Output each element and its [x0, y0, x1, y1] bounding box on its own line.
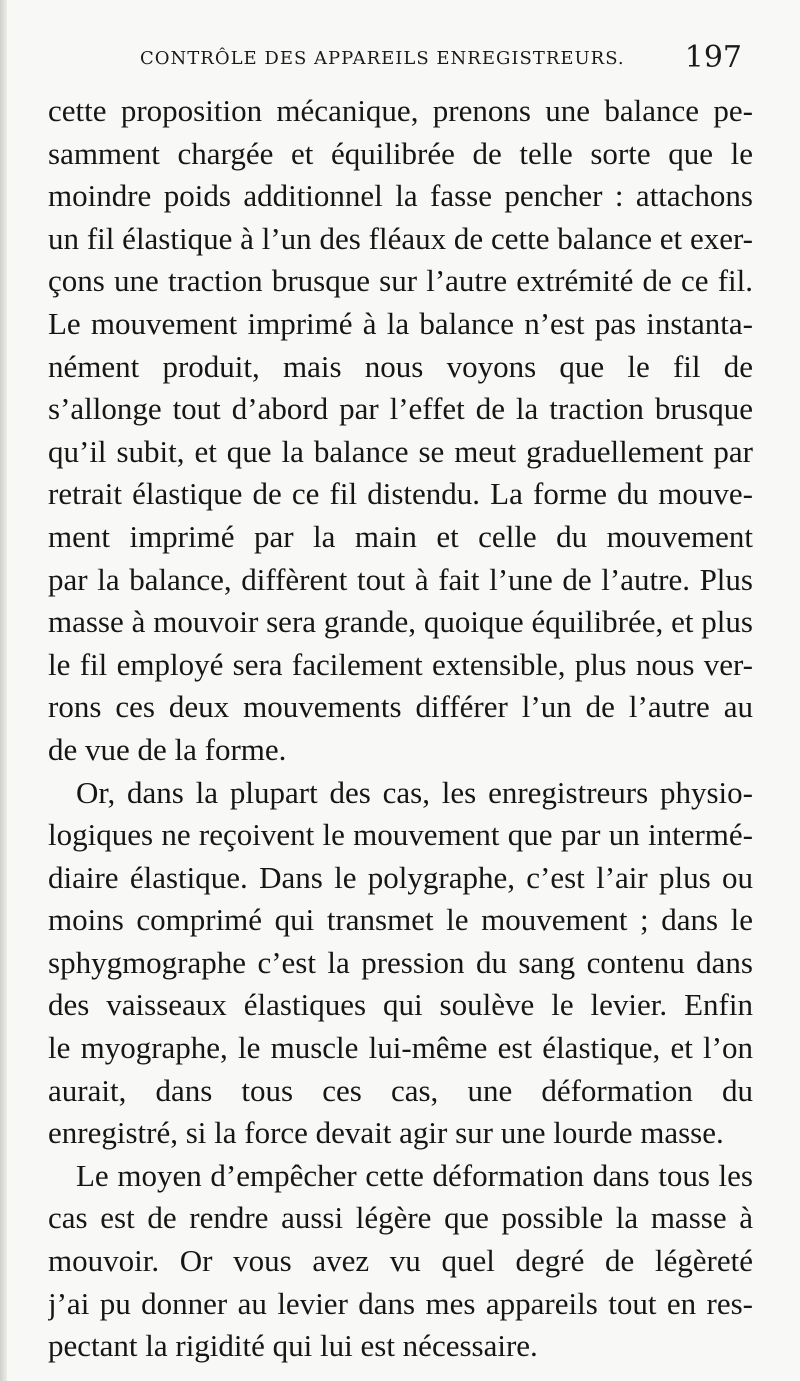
paragraph-3	[48, 1155, 753, 1368]
page-header	[140, 36, 750, 80]
text-line: le fil employé sera facilement extensible, plus nous ver-	[48, 646, 753, 682]
text-line: rons ces deux mouvements différer l’un de l’autre au	[48, 689, 753, 725]
paragraph-2	[48, 772, 753, 1155]
paragraph-1	[48, 90, 753, 772]
text-line: enregistré, si la force devait agir sur une lourde masse.	[48, 1115, 724, 1151]
text-line: diaire élastique. Dans le polygraphe, c’est l’air plus ou	[48, 859, 753, 895]
text-line: par la balance, diffèrent tout à fait l’une de l’autre. Plus	[48, 561, 753, 597]
running-title: CONTRÔLE DES APPAREILS ENREGISTREURS.	[140, 48, 625, 69]
text-line: nément produit, mais nous voyons que le fil de	[48, 348, 753, 384]
text-line: le myographe, le muscle lui-même est élastique, et l’on	[48, 1030, 753, 1066]
text-line: Or, dans la plupart des cas, les enregistreurs physio-	[76, 774, 753, 810]
text-line: Le mouvement imprimé à la balance n’est pas instanta-	[48, 305, 753, 341]
body-text	[48, 90, 753, 1368]
text-line: retrait élastique de ce fil distendu. La forme du mouve-	[48, 476, 753, 512]
text-line: pectant la rigidité qui lui est nécessaire.	[48, 1328, 538, 1364]
text-line: moins comprimé qui transmet le mouvement ; dans le	[48, 902, 753, 938]
text-line: Le moyen d’empêcher cette déformation dans tous les	[76, 1157, 753, 1193]
text-line: ment imprimé par la main et celle du mouvement	[48, 518, 753, 554]
text-line: samment chargée et équilibrée de telle sorte que le	[48, 135, 753, 171]
text-line: s’allonge tout d’abord par l’effet de la traction brusque	[48, 391, 753, 427]
text-line: de vue de la forme.	[48, 731, 287, 767]
text-line: çons une traction brusque sur l’autre extrémité de ce fil.	[48, 263, 753, 299]
text-line: mouvoir. Or vous avez vu quel degré de légèreté	[48, 1243, 753, 1279]
text-line: sphygmographe c’est la pression du sang contenu dans	[48, 944, 753, 980]
text-line: j’ai pu donner au levier dans mes appareils tout en res-	[48, 1285, 753, 1321]
page-edge-shadow	[0, 0, 7, 1381]
text-line: des vaisseaux élastiques qui soulève le levier. Enfin	[48, 987, 753, 1023]
text-line: un fil élastique à l’un des fléaux de cette balance et exer-	[48, 220, 753, 256]
text-line: moindre poids additionnel la fasse pencher : attachons	[48, 178, 753, 214]
text-line: cette proposition mécanique, prenons une balance pe-	[48, 93, 753, 128]
text-line: aurait, dans tous ces cas, une déformation du	[48, 1072, 753, 1108]
text-line: qu’il subit, et que la balance se meut graduellement par	[48, 433, 753, 469]
text-line: cas est de rendre aussi légère que possible la masse à	[48, 1200, 753, 1236]
page-number: 197	[684, 40, 742, 75]
text-line: masse à mouvoir sera grande, quoique équilibrée, et plus	[48, 604, 753, 640]
text-line: logiques ne reçoivent le mouvement que par un intermé-	[48, 817, 753, 853]
